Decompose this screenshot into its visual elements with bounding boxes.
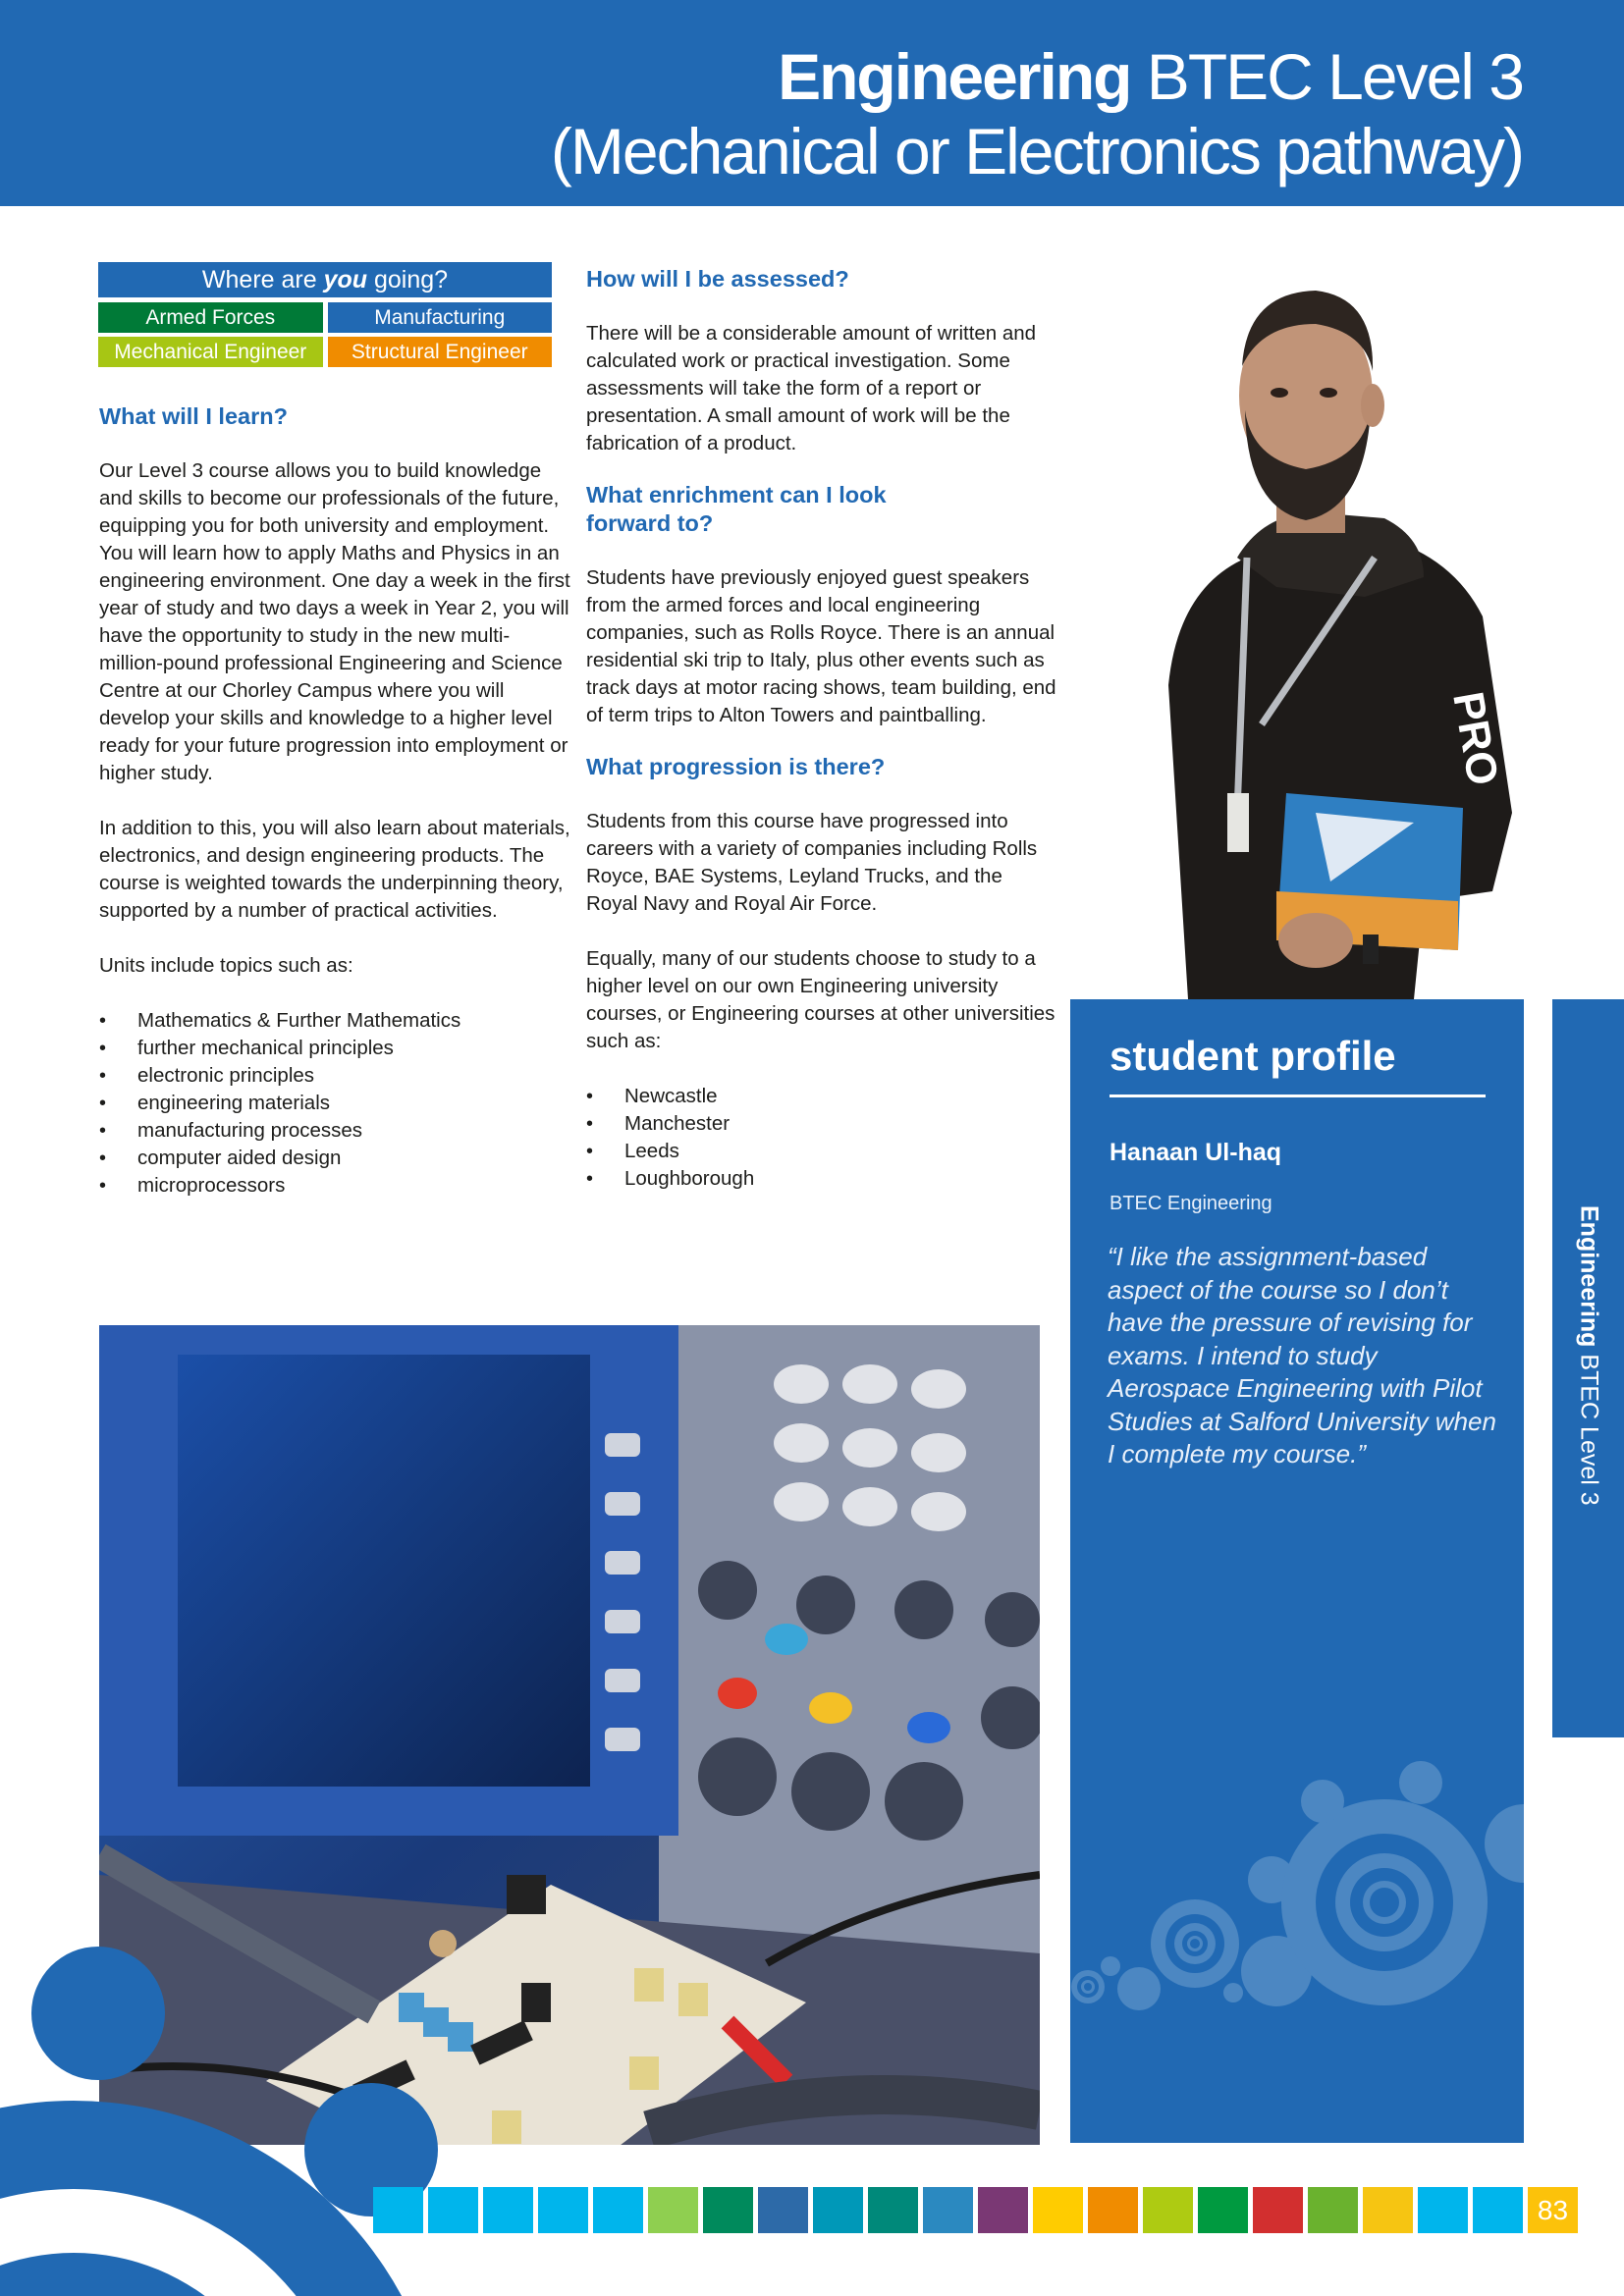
- list-item: • manufacturing processes: [99, 1117, 570, 1145]
- career-destinations-title: [98, 262, 552, 297]
- color-square: [758, 2187, 808, 2233]
- progression-paragraph: Equally, many of our students choose to study to a higher level on our own Engineering university courses, or Engineering courses at other universities such as:: [586, 947, 1056, 1052]
- learn-heading: What will I learn?: [99, 403, 288, 429]
- color-square: [978, 2187, 1028, 2233]
- side-tab-level: BTEC Level 3: [1575, 1347, 1602, 1506]
- assessed-heading: How will I be assessed?: [586, 266, 849, 292]
- page-header: [0, 0, 1624, 206]
- svg-text:PRO: PRO: [1443, 688, 1507, 789]
- side-tab-subject: Engineering: [1575, 1205, 1602, 1348]
- units-intro: Units include topics such as:: [99, 954, 353, 977]
- list-item: • further mechanical principles: [99, 1035, 570, 1062]
- list-item: • Newcastle: [586, 1083, 1057, 1110]
- color-square: [1088, 2187, 1138, 2233]
- learn-section: [99, 402, 570, 1200]
- profile-heading: student profile: [1110, 1033, 1396, 1079]
- color-square: [813, 2187, 863, 2233]
- color-strip: [373, 2187, 1578, 2233]
- color-square: [1418, 2187, 1468, 2233]
- career-tag: Armed Forces: [98, 302, 323, 333]
- title-level: BTEC Level 3: [1130, 40, 1523, 113]
- list-item: • Mathematics & Further Mathematics: [99, 1007, 570, 1035]
- student-course: BTEC Engineering: [1110, 1193, 1272, 1214]
- title-part: Where are: [201, 266, 324, 294]
- circles-decoration: [1070, 1677, 1524, 2089]
- color-square: [373, 2187, 423, 2233]
- universities-list: [586, 1083, 1057, 1193]
- color-square: [1253, 2187, 1303, 2233]
- career-destinations-box: [98, 262, 552, 367]
- color-square: [923, 2187, 973, 2233]
- student-profile-panel: [1070, 999, 1524, 2143]
- color-square: [483, 2187, 533, 2233]
- bottom-circles-decoration: [0, 1924, 511, 2296]
- learn-paragraph: In addition to this, you will also learn about materials, electronics, and design engineering products. The course is weighted towards the underpinning theory, supported by a number of practical activities.: [99, 817, 570, 922]
- info-column: [586, 265, 1057, 1193]
- side-tab-label: [1574, 1205, 1602, 1506]
- title-part: going?: [367, 266, 449, 294]
- list-item: • Manchester: [586, 1110, 1057, 1138]
- color-square: [1363, 2187, 1413, 2233]
- color-square: [1033, 2187, 1083, 2233]
- color-square: [648, 2187, 698, 2233]
- list-item: • Leeds: [586, 1138, 1057, 1165]
- student-illustration: [1129, 263, 1522, 999]
- profile-divider: [1110, 1095, 1486, 1097]
- enrichment-heading: What enrichment can I look forward to?: [586, 482, 887, 536]
- assessed-paragraph: There will be a considerable amount of written and calculated work or practical investigation. Some assessments will take the form of a report or presentation. A small amount of work will be the fabrication of a product.: [586, 322, 1037, 454]
- section-side-tab: [1552, 999, 1624, 1737]
- career-tag: Manufacturing: [328, 302, 553, 333]
- career-tag: Mechanical Engineer: [98, 337, 323, 367]
- student-name: Hanaan Ul-haq: [1110, 1139, 1282, 1166]
- color-square: [1143, 2187, 1193, 2233]
- title-emphasis: you: [323, 266, 368, 294]
- list-item: • Loughborough: [586, 1165, 1057, 1193]
- units-list: [99, 1007, 570, 1200]
- learn-paragraph: Our Level 3 course allows you to build knowledge and skills to become our professionals of the future, equipping you for both university and employment. You will learn how to apply Maths and Physics in an engineering environment. One day a week in the first year of study and two days a week in Year 2, you will have the opportunity to study in the new multi-million-pound professional Engineering and Science Centre at our Chorley Campus where you will develop your skills and knowledge to a higher level ready for your future progression into employment or higher study.: [99, 459, 570, 784]
- student-photo: [1129, 263, 1522, 999]
- color-square: [1198, 2187, 1248, 2233]
- title-pathway: (Mechanical or Electronics pathway): [550, 115, 1523, 187]
- color-square: [1308, 2187, 1358, 2233]
- career-tag: Structural Engineer: [328, 337, 553, 367]
- progression-heading: What progression is there?: [586, 754, 886, 779]
- student-quote: “I like the assignment-based aspect of the course so I don’t have the pressure of revising for exams. I intend to study Aerospace Engineering with Pilot Studies at Salford University when I complete my course.”: [1108, 1242, 1496, 1468]
- color-square: [1473, 2187, 1523, 2233]
- color-square: [868, 2187, 918, 2233]
- progression-paragraph: Students from this course have progressed into careers with a variety of companies including Rolls Royce, BAE Systems, Leyland Trucks, and the Royal Navy and Royal Air Force.: [586, 810, 1038, 915]
- list-item: • computer aided design: [99, 1145, 570, 1172]
- color-square: [538, 2187, 588, 2233]
- color-square: [593, 2187, 643, 2233]
- list-item: • engineering materials: [99, 1090, 570, 1117]
- title-subject: Engineering: [778, 40, 1131, 113]
- list-item: • electronic principles: [99, 1062, 570, 1090]
- career-tags: [98, 302, 552, 367]
- list-item: • microprocessors: [99, 1172, 570, 1200]
- enrichment-paragraph: Students have previously enjoyed guest speakers from the armed forces and local engineering companies, such as Rolls Royce. There is an annual residential ski trip to Italy, plus other events such as track days at motor racing shows, team building, end of term trips to Alton Towers and paintballing.: [586, 566, 1056, 726]
- color-square: [703, 2187, 753, 2233]
- page-title: [551, 39, 1523, 188]
- page-number: 83: [1528, 2187, 1578, 2233]
- color-square: [428, 2187, 478, 2233]
